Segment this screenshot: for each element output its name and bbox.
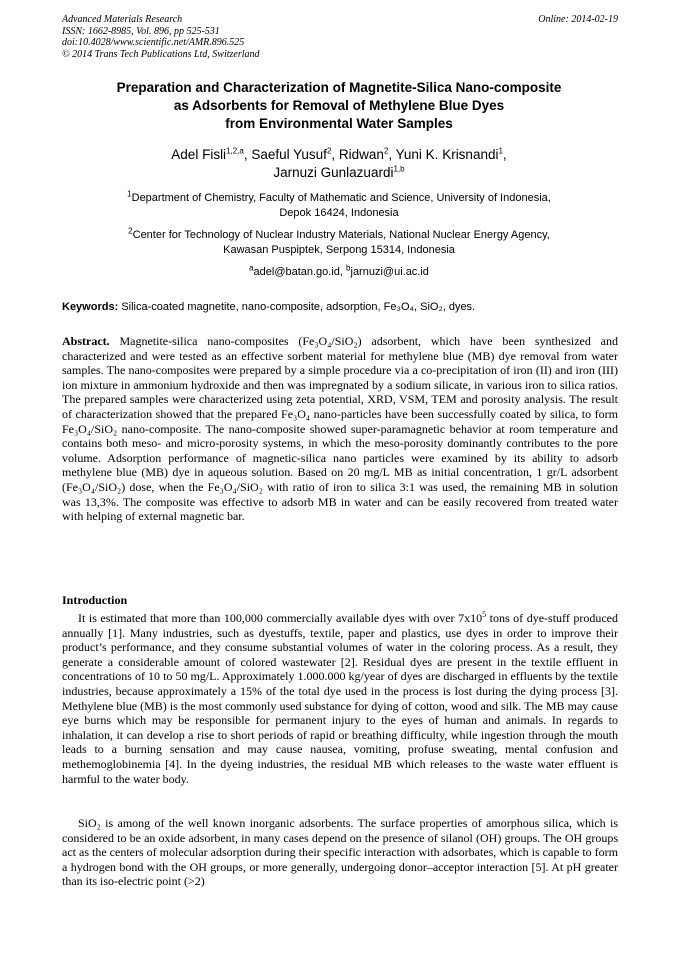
author-sup: 2 — [383, 146, 389, 156]
keywords-text: Silica-coated magnetite, nano-composite, adsorption, Fe₃O₄, SiO₂, dyes. — [121, 301, 476, 313]
copyright-line: © 2014 Trans Tech Publications Ltd, Switzerland — [62, 48, 260, 60]
affiliation-sup: 2 — [128, 226, 133, 236]
superscript: 5 — [482, 610, 487, 619]
email-link[interactable]: jarnuzi@ui.ac.id — [350, 266, 429, 278]
title-line-2: as Adsorbents for Removal of Methylene Blue Dyes — [173, 98, 505, 113]
journal-name: Advanced Materials Research — [62, 14, 183, 25]
author-name: Saeful Yusuf — [251, 147, 327, 162]
author-sup: 1 — [498, 146, 503, 156]
author-name: Yuni K. Krisnandi — [395, 147, 499, 162]
affiliation-text: Center for Technology of Nuclear Industry Materials, National Nuclear Energy Agency, — [132, 229, 550, 241]
abstract — [62, 334, 618, 524]
journal-header — [62, 14, 618, 60]
author-sup: 2 — [326, 146, 332, 156]
affiliation-text: Kawasan Puspiptek, Serpong 15314, Indonesia — [223, 244, 455, 256]
paper-title — [40, 79, 638, 133]
abstract-text: Magnetite-silica nano-composites (Fe₃O₄/SiO₂) adsorbent, which have been synthesized and characterized and were tested as an effective sorbent material for methylene blue (MB) dye removal from water samples. The nano-composites were prepared by a simple procedure via a co-precipitation of iron (II) and iron (III) ion mixture in ammonium hydroxide and then was impregnated by a sodium silicate, in various iron to silica ratios. The prepared samples were characterized using zeta potential, XRD, VSM, TEM and porosity analysis. The result of characterization showed that the prepared Fe₃O₄ nano-particles have been successfully coated by silica, to form Fe₃O₄/SiO₂ nano-composite. The nano-composite showed super-paramagnetic behavior at room temperature and contains both meso- and micro-porosity systems, in which the meso-porosity dominantly contributes to the pore volume. Adsorption performance of magnetic-silica nano particles were examined by its ability to adsorb methylene blue (MB) dye in aqueous solution. Based on 20 mg/L MB as initial concentration, 1 gr/L adsorbent (Fe₃O₄/SiO₂) dose, when the Fe₃O₄/SiO₂ with ratio of iron to silica 3:1 was used, the remaining MB in solution was 13,3%. The composite was effective to adsorb MB in water and can be easily recovered from treated water with helping of external magnetic bar. — [62, 334, 618, 524]
author-name: Jarnuzi Gunlazuardi — [273, 165, 394, 180]
online-date: Online: 2014-02-19 — [538, 14, 618, 25]
issn-line: ISSN: 1662-8985, Vol. 896, pp 525-531 — [62, 25, 220, 37]
section-heading: Introduction — [62, 593, 128, 607]
keywords — [62, 300, 618, 315]
affiliation-2 — [40, 228, 638, 258]
email-line — [40, 265, 638, 280]
title-line-3: from Environmental Water Samples — [225, 116, 453, 131]
doi-line: doi:10.4028/www.scientific.net/AMR.896.525 — [62, 37, 245, 48]
author-sup: 1,b — [393, 164, 405, 174]
author-name: Adel Fisli — [171, 147, 227, 162]
abstract-label: Abstract. — [62, 334, 110, 348]
email-link[interactable]: adel@batan.go.id, — [253, 266, 343, 278]
author-list — [40, 146, 638, 182]
affiliation-1 — [40, 191, 638, 221]
title-line-1: Preparation and Characterization of Magnetite-Silica Nano-composite — [116, 80, 562, 95]
email-sup: a — [249, 263, 254, 273]
paragraph: It is estimated that more than 100,000 commercially available dyes with over $7x10^5$ tons of dye-stuff produced annually [1]. Many industries, such as dyestuffs, textile, paper and plastics, use dyes in order to improve their product’s performance, and they consume substantial volumes of water in the coloring process. As a result, they generate a considerable amount of colored wastewater [2]. Residual dyes are present in the textile effluent in concentrations of 10 to 50 mg/L. Approximately 1.000.000 kg/year of dyes are discharged in effluents by the textile industries, because approximately a 15% of the total dye used in the process is lost during the dying process [3]. Methylene blue (MB) is the most commonly used substance for dying of cotton, wood and silk. The MB may cause eye burns which may be responsible for permanent injury to the eyes of human and animals. In regards to inhalation, it can develop a rise to short periods of rapid or breathing difficulty, while ingestion through the mouth leads to a burning sensation and may cause nausea, vomiting, profuse sweating, mental confusion and methemoglobinemia [4]. In the dyeing industries, the residual MB which releases to the waste water effluent is harmful to the water body. — [62, 610, 618, 786]
keywords-label: Keywords: — [62, 301, 119, 313]
affiliation-sup: 1 — [127, 189, 132, 199]
author-line-2 — [40, 164, 638, 182]
affiliation-text: Depok 16424, Indonesia — [279, 207, 399, 219]
author-sup: 1,2,a — [226, 146, 244, 156]
paragraph: SiO₂ is among of the well known inorganic adsorbents. The surface properties of amorphous silica, which is considered to be an oxide adsorbent, in many cases depend on the presence of silanol (OH) groups. The OH groups act as the centers of molecular adsorption during their specific interaction with adsorbates, which is capable to form a hydrogen bond with the OH groups, or more generally, undergoing donor–acceptor interaction [5]. At pH greater than its iso-electric point (>2) — [62, 816, 618, 889]
author-name: Ridwan — [338, 147, 384, 162]
email-sup: b — [346, 263, 351, 273]
author-line-1: Adel Fisli$^{1,2,a}$, Saeful Yusuf$^2$, Ridwan$^2$, Yuni K. Krisnandi$^1$, — [171, 146, 507, 162]
affiliation-text: Department of Chemistry, Faculty of Mathematic and Science, University of Indonesia, — [131, 192, 551, 204]
